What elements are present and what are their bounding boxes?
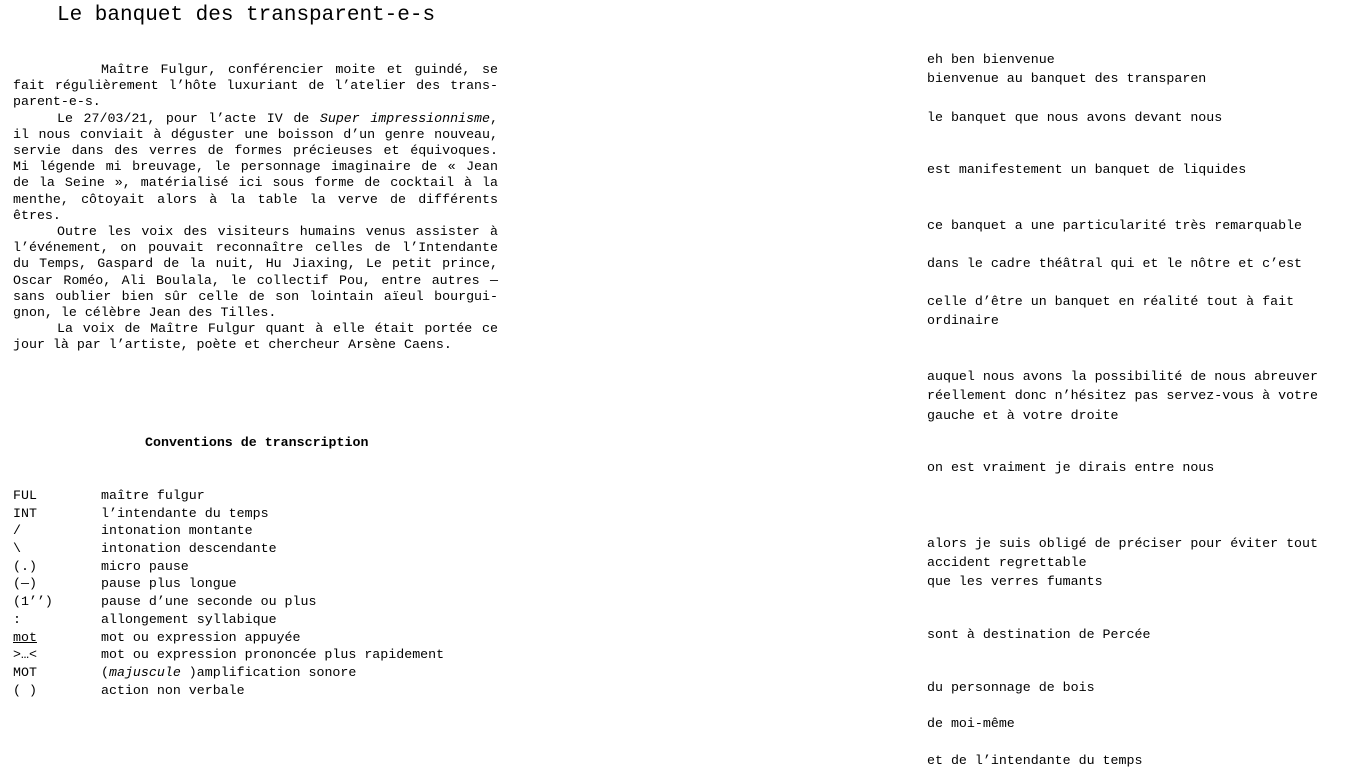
convention-row xyxy=(13,575,513,593)
convention-symbol: ( ) xyxy=(13,682,37,698)
transcript-line: ordinaire xyxy=(927,313,999,328)
intro-paragraph-3: Outre les voix des visiteurs humains venus assister à l’événement, on pouvait reconnaître celles de l’Intendante du Temps, Gaspard de la nuit, Hu Jiaxing, Le petit prince, Oscar Roméo, Ali Boulala, le collectif Pou, entre autres — sans oublier bien sûr celle de son lointain aïeul bourgui-gnon, le célèbre Jean des Tilles. xyxy=(13,224,498,321)
convention-symbol: FUL xyxy=(13,488,37,503)
intro-paragraph-2 xyxy=(13,111,498,224)
intro-paragraph-2-end: , il nous conviait à déguster une boisson d’un genre nouveau, servie dans des verres de formes précieuses et équivoques. Mi légende mi breuvage, le personnage imaginaire de « Jean de la Seine », matérialisé ici sous forme de cocktail à la menthe, côtoyait alors à la table la verve de différents êtres. xyxy=(13,110,498,223)
work-title-italic: Super impressionnisme xyxy=(319,110,491,126)
convention-row xyxy=(13,487,513,505)
convention-symbol: (.) xyxy=(13,558,37,574)
transcript-line: gauche et à votre droite xyxy=(927,408,1119,423)
convention-description: intonation descendante xyxy=(101,541,277,557)
transcript-line: auquel nous avons la possibilité de nous abreuver xyxy=(927,369,1318,384)
transcript-line: accident regrettable xyxy=(927,555,1087,570)
conventions-heading: Conventions de transcription xyxy=(145,435,369,450)
transcript-line: celle d’être un banquet en réalité tout à fait xyxy=(927,294,1295,309)
convention-description: action non verbale xyxy=(101,682,245,698)
convention-symbol: : xyxy=(13,611,21,627)
transcript-line: réellement donc n’hésitez pas servez-vous à votre xyxy=(927,388,1318,403)
transcript-line: de moi-même xyxy=(927,716,1015,731)
convention-description: allongement syllabique xyxy=(101,611,277,627)
transcript-line: ce banquet a une particularité très remarquable xyxy=(927,218,1303,233)
transcript-line: on est vraiment je dirais entre nous xyxy=(927,460,1215,475)
transcript-line: alors je suis obligé de préciser pour éviter tout xyxy=(927,536,1318,551)
transcript-line: que les verres fumants xyxy=(927,574,1103,589)
convention-row xyxy=(13,540,513,558)
convention-description: mot ou expression prononcée plus rapidement xyxy=(101,647,445,663)
convention-symbol: (—) xyxy=(13,576,37,592)
convention-row xyxy=(13,593,513,611)
intro-paragraph-1: Maître Fulgur, conférencier moite et guindé, se fait régulièrement l’hôte luxuriant de l’atelier des trans-parent-e-s. xyxy=(13,62,498,110)
convention-row xyxy=(13,611,513,629)
convention-symbol: MOT xyxy=(13,664,37,680)
convention-description: maître fulgur xyxy=(101,488,205,503)
intro-paragraph-4: La voix de Maître Fulgur quant à elle était portée ce jour là par l’artiste, poète et chercheur Arsène Caens. xyxy=(13,321,498,353)
convention-row xyxy=(13,664,513,682)
intro-paragraph-2-start: Le 27/03/21, pour l’acte IV de xyxy=(57,110,320,126)
convention-description: intonation montante xyxy=(101,523,253,539)
transcript-line: est manifestement un banquet de liquides xyxy=(927,162,1247,177)
convention-symbol: / xyxy=(13,523,21,539)
convention-symbol: >…< xyxy=(13,647,37,663)
convention-row xyxy=(13,629,513,647)
transcript-line: eh ben bienvenue xyxy=(927,52,1055,67)
convention-description: l’intendante du temps xyxy=(101,505,269,521)
transcript-line: sont à destination de Percée xyxy=(927,627,1151,642)
convention-description: pause d’une seconde ou plus xyxy=(101,594,317,610)
convention-symbol: \ xyxy=(13,541,21,557)
convention-description: pause plus longue xyxy=(101,576,237,592)
intro-section xyxy=(13,62,498,354)
document-title: Le banquet des transparent-e-s xyxy=(57,4,436,27)
convention-row xyxy=(13,522,513,540)
convention-row xyxy=(13,505,513,523)
convention-symbol: (1’’) xyxy=(13,594,53,610)
convention-description-open: ( xyxy=(101,664,109,680)
convention-row xyxy=(13,646,513,664)
transcript-line: du personnage de bois xyxy=(927,680,1095,695)
convention-description-italic: majuscule xyxy=(108,664,181,680)
convention-row xyxy=(13,558,513,576)
convention-symbol: mot xyxy=(13,629,37,645)
convention-description-close: )amplification sonore xyxy=(180,664,357,680)
convention-symbol: INT xyxy=(13,505,37,521)
transcript-line: bienvenue au banquet des transparen xyxy=(927,71,1207,86)
convention-row xyxy=(13,682,513,700)
convention-description: micro pause xyxy=(101,558,189,574)
transcript-line: et de l’intendante du temps xyxy=(927,753,1143,768)
transcript-line: le banquet que nous avons devant nous xyxy=(927,110,1223,125)
conventions-list xyxy=(13,487,513,699)
convention-description: mot ou expression appuyée xyxy=(101,629,301,645)
transcript-line: dans le cadre théâtral qui et le nôtre et c’est xyxy=(927,256,1303,271)
convention-description xyxy=(101,664,356,682)
